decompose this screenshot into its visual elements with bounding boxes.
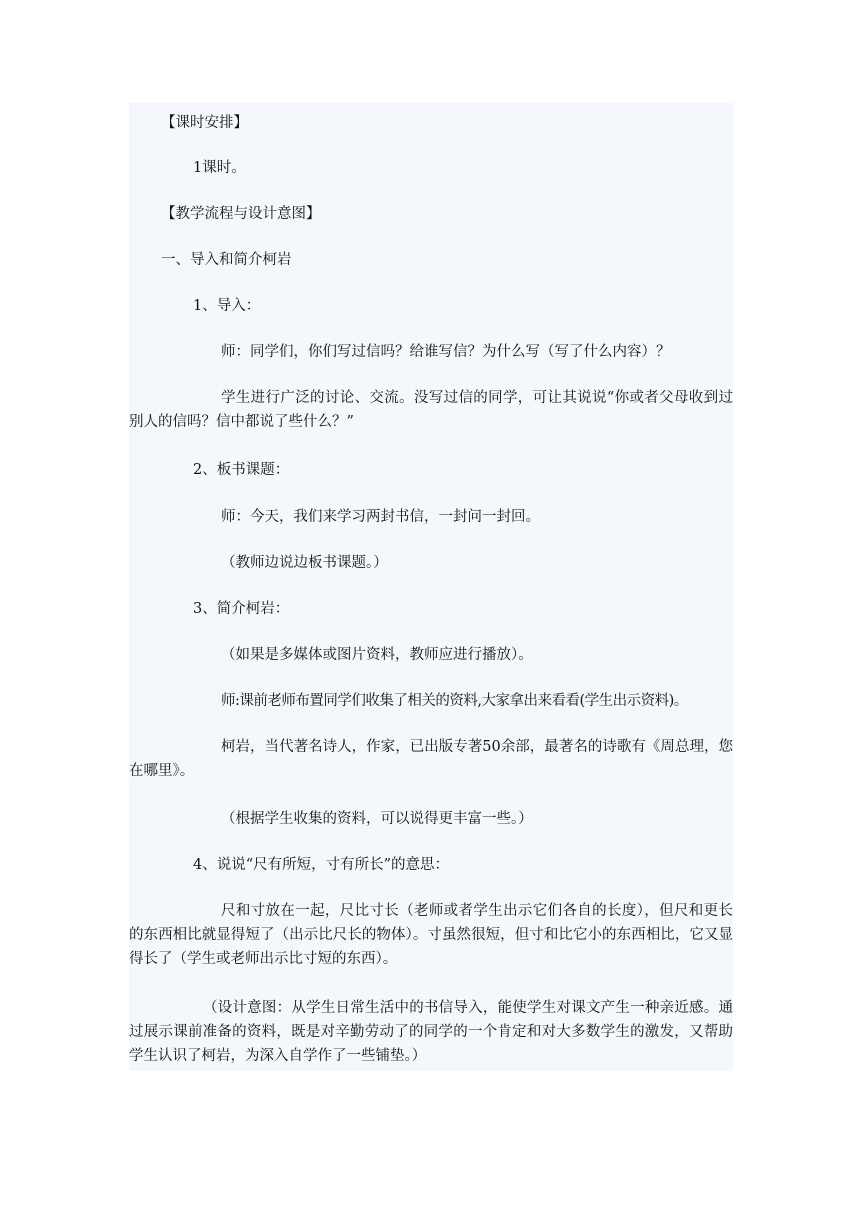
student-material-note: （根据学生收集的资料，可以说得更丰富一些。） — [221, 811, 533, 827]
heading-teaching-process: 【教学流程与设计意图】 — [161, 206, 321, 222]
teacher-question-paragraph: 师：同学们，你们写过信吗？给谁写信？为什么写（写了什么内容）？ — [221, 344, 671, 360]
teacher-materials-paragraph: 师:课前老师布置同学们收集了相关的资料,大家拿出来看看(学生出示资料)。 — [221, 693, 688, 709]
multimedia-note: （如果是多媒体或图片资料，教师应进行播放）。 — [221, 647, 533, 663]
step-1-title: 1、导入： — [193, 298, 261, 314]
design-intent-paragraph: （设计意图：从学生日常生活中的书信导入，能使学生对课文产生一种亲近感。通过展示课前准备的资料，既是对辛勤劳动了的同学的一个肯定和对大多数学生的激发，又帮助学生认识了柯岩，为深入自学作了一些铺垫。） — [129, 1000, 733, 1064]
teacher-intro-paragraph: 师：今天，我们来学习两封书信，一封问一封回。 — [221, 509, 540, 525]
heading-lesson-schedule: 【课时安排】 — [161, 115, 248, 131]
board-writing-note: （教师边说边板书课题。） — [221, 555, 388, 571]
proverb-explanation-paragraph: 尺和寸放在一起，尺比寸长（老师或者学生出示它们各自的长度），但尺和更长的东西相比就显得短了（出示比尺长的物体）。寸虽然很短，但寸和比它小的东西相比，它又显得长了（学生或老师出示比寸短的东西）。 — [129, 903, 733, 967]
student-discussion-paragraph: 学生进行广泛的讨论、交流。没写过信的同学，可让其说说“你或者父母收到过别人的信吗？信中都说了些什么？” — [129, 390, 733, 430]
step-3-title: 3、简介柯岩： — [193, 601, 290, 617]
document-text-block — [129, 103, 733, 1071]
step-4-title: 4、说说“尺有所短，寸有所长”的意思： — [193, 857, 450, 873]
lesson-count: 1课时。 — [193, 160, 246, 176]
author-bio-paragraph: 柯岩，当代著名诗人，作家，已出版专著50余部，最著名的诗歌有《周总理，您在哪里》。 — [129, 739, 733, 779]
step-2-title: 2、板书课题： — [193, 462, 290, 478]
section-one-title: 一、导入和简介柯岩 — [161, 252, 292, 268]
